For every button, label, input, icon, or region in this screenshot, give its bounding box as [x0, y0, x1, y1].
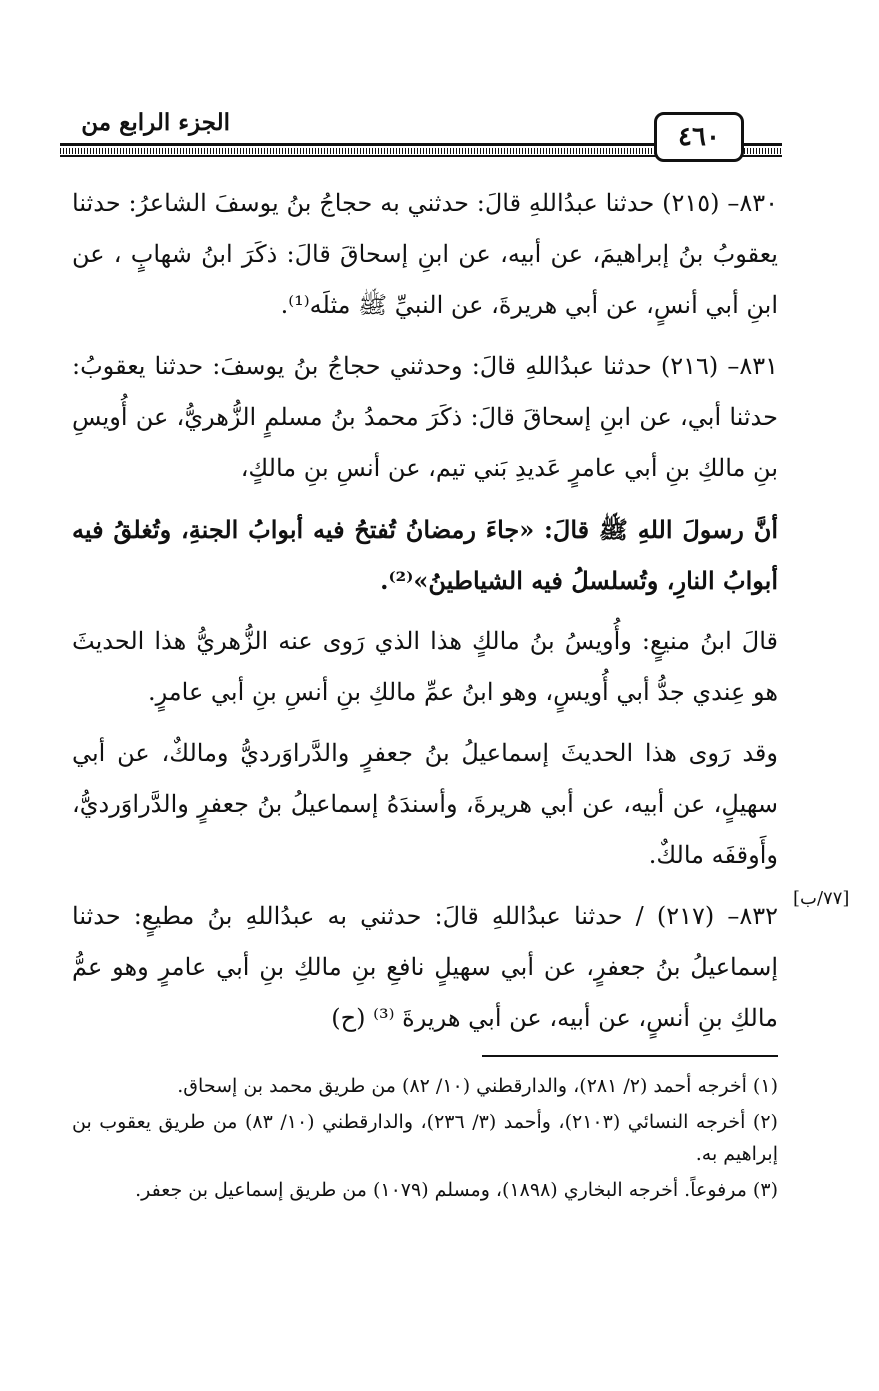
main-text: [72, 178, 778, 1054]
narration-note: وقد رَوى هذا الحديثَ إسماعيلُ بنُ جعفرٍ والدَّراوَرديُّ ومالكٌ، عن أبي سهيلٍ، عن أبيه، عن أبي هريرةَ، وأسندَهُ إسماعيلُ بنُ جعفرٍ والدَّراوَرديُّ، وأَوقفَه مالكٌ.: [72, 739, 778, 869]
manuscript-folio-ref: [٧٧/ب]: [793, 888, 850, 909]
running-title: الجزء الرابع من: [81, 109, 230, 136]
ibn-mani-comment: قالَ ابنُ منيعٍ: وأُويسُ بنُ مالكٍ هذا الذي رَوى عنه الزُّهريُّ هذا الحديثَ هو عِندي جدُّ أبي أُويسٍ، وهو ابنُ عمِّ مالكِ بنِ أنسِ بنِ أبي عامرٍ.: [72, 627, 778, 706]
hadith-831-isnad: ٨٣١– (٢١٦) حدثنا عبدُاللهِ قالَ: وحدثني حجاجُ بنُ يوسفَ: حدثنا يعقوبُ: حدثنا أبي، عن ابنِ إسحاقَ قالَ: ذكَرَ محمدُ بنُ مسلمٍ الزُّهريُّ، عن أُويسِ بنِ مالكِ بنِ أبي عامرٍ عَديدِ بَني تيم، عن أنسِ بنِ مالكٍ،: [72, 352, 778, 482]
footnotes: [72, 1070, 778, 1210]
footnote-separator: [482, 1055, 778, 1057]
hadith-831-matn: أنَّ رسولَ اللهِ ﷺ قالَ: «جاءَ رمضانُ تُفتحُ فيه أبوابُ الجنةِ، وتُغلقُ فيه أبوابُ النارِ، وتُسلسلُ فيه الشياطينُ»⁽²⁾.: [72, 515, 778, 595]
hadith-830: ٨٣٠– (٢١٥) حدثنا عبدُاللهِ قالَ: حدثني به حجاجُ بنُ يوسفَ الشاعرُ: حدثنا يعقوبُ بنُ إبراهيمَ، عن أبيه، عن ابنِ إسحاقَ قالَ: ذكَرَ ابنُ شهابٍ ، عن ابنِ أبي أنسٍ، عن أبي هريرةَ، عن النبيِّ ﷺ مثلَه⁽¹⁾.: [72, 189, 778, 319]
page-number: ٤٦٠: [654, 112, 744, 162]
footnote-2: (٢) أخرجه النسائي (٢١٠٣)، وأحمد (٣/ ٢٣٦)، والدارقطني (١٠/ ٨٣) من طريق يعقوب بن إبراهيم به.: [72, 1111, 778, 1165]
hadith-832: ٨٣٢– (٢١٧) / حدثنا عبدُاللهِ قالَ: حدثني به عبدُاللهِ بنُ مطيعٍ: حدثنا إسماعيلُ بنُ جعفرٍ، عن أبي سهيلٍ نافعِ بنِ مالكِ بنِ أبي عامرٍ وهو عمُّ مالكِ بنِ أنسٍ، عن أبيه، عن أبي هريرةَ ⁽³⁾ (ح): [72, 902, 778, 1032]
page-header: [60, 100, 782, 162]
footnote-1: (١) أخرجه أحمد (٢/ ٢٨١)، والدارقطني (١٠/ ٨٢) من طريق محمد بن إسحاق.: [177, 1075, 778, 1097]
footnote-3: (٣) مرفوعاً. أخرجه البخاري (١٨٩٨)، ومسلم (١٠٧٩) من طريق إسماعيل بن جعفر.: [135, 1179, 778, 1201]
